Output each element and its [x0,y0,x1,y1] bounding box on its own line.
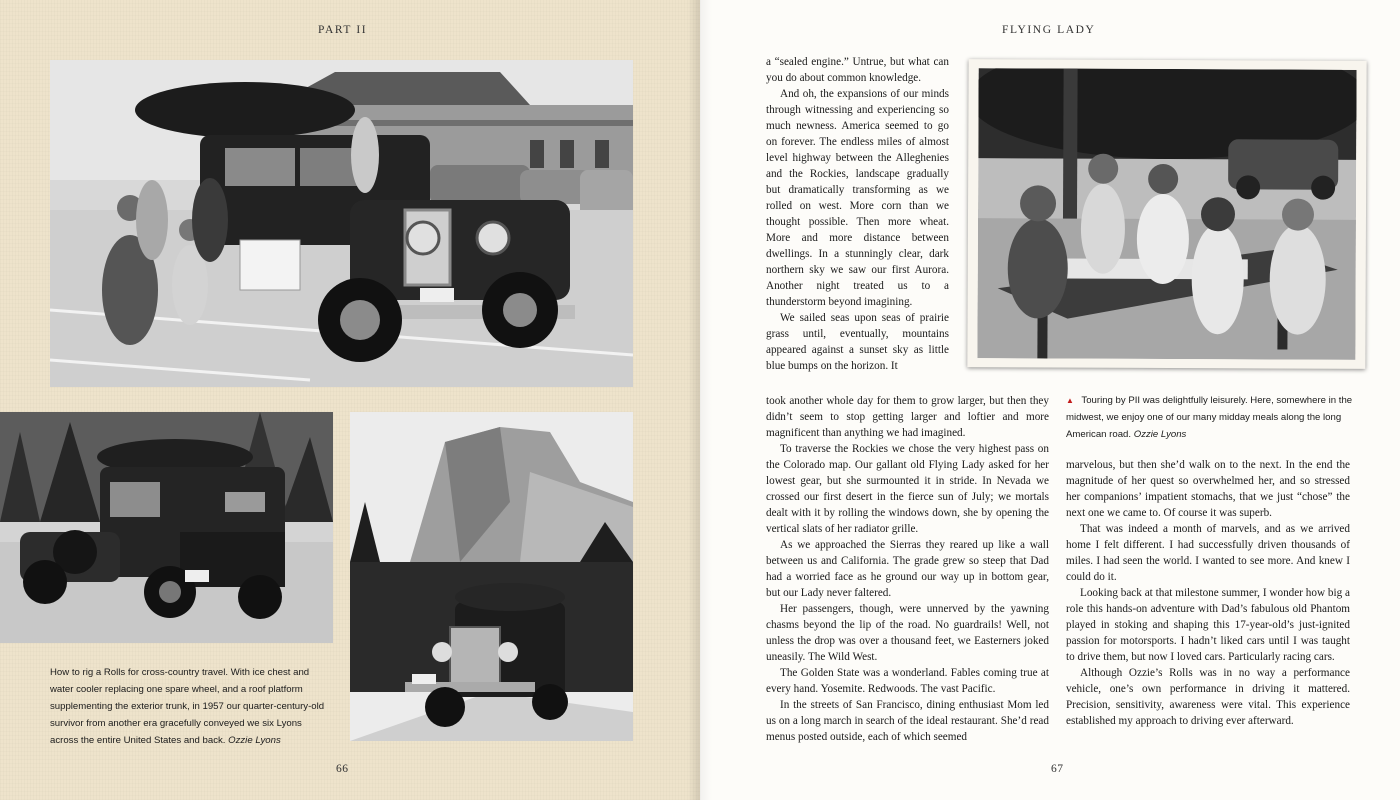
caption-marker-icon: ▲ [1066,396,1074,405]
text-column-left [766,393,1049,745]
paragraph: The Golden State was a wonderland. Fables coming true at every hand. Yosemite. Redwoods. The vast Pacific. [766,667,1049,695]
photo-frame-picnic [967,59,1366,369]
paragraph: Although Ozzie’s Rolls was in no way a performance vehicle, one’s own performance in driving it mattered. Precision, sensitivity, awareness were vital. This experience established my approach to driving ever afterward. [1066,667,1350,727]
paragraph: We sailed seas upon seas of prairie grass until, eventually, mountains appeared against a sunset sky as little blue bumps on the horizon. It [766,312,949,372]
photo-rolls-royce-parking-lot [50,60,633,387]
paragraph: marvelous, but then she’d walk on to the next. In the end the magnitude of her quest so overwhelmed her, and so stressed her companions’ impatient stomachs, that we just “chose” the next one we came to. Of course it was superb. [1066,459,1350,519]
paragraph: Looking back at that milestone summer, I wonder how big a role this hands-on adventure with Dad’s fabulous old Phantom played in stoking and shaping this 17-year-old’s just-ignited passion for motorsports. I hadn’t liked cars until I was taught to drive them, but now I loved cars. Particularly racing cars. [1066,587,1350,663]
caption-credit: Ozzie Lyons [1133,429,1187,440]
paragraph: Her passengers, though, were unnerved by the yawning chasms beyond the lip of the road. No guardrails! Well, not unless the drop was over a thousand feet, we Easterners joked uneasily. The Wild West. [766,603,1049,663]
page-number-left: 66 [336,763,349,775]
photo-half-dome-yosemite [350,412,633,741]
running-head-left: PART II [318,24,368,36]
paragraph: In the streets of San Francisco, dining enthusiast Mom led us on a long march in search of the ideal restaurant. She’d read menus posted outside, each of which seemed [766,699,1049,743]
paragraph: As we approached the Sierras they reared up like a wall between us and California. The grade grew so steep that Dad had a worried face as he ground our way up in bottom gear, but our Lady never faltered. [766,539,1049,599]
photo-picnic-table [977,68,1356,360]
left-page-caption [50,664,332,749]
text-column-narrow [766,54,949,374]
caption-text: Touring by PII was delightfully leisurely. Here, somewhere in the midwest, we enjoy one of our many midday meals along the long American road. [1066,395,1353,440]
paragraph: took another whole day for them to grow larger, but then they didn’t seem to stop getting larger and loftier and more magnificent than anything we had imagined. [766,395,1049,439]
running-head-right: FLYING LADY [1002,24,1096,36]
paragraph: That was indeed a month of marvels, and as we arrived home I felt different. I had successfully driven thousands of miles. I had seen the world. I wanted to see more. And knew I could do it. [1066,523,1350,583]
page-number-right: 67 [1051,763,1064,775]
paragraph: a “sealed engine.” Untrue, but what can you do about common knowledge. [766,56,949,84]
paragraph: And oh, the expansions of our minds through witnessing and experiencing so much newness. America seemed to go on forever. The endless miles of almost level highway between the Alleghenies and the Rockies, landscape gradually but dramatically transforming as we rolled on west. More corn than we thought possible. Then more wheat. More and more distance between dwellings. In a stunningly clear, dark northern sky we saw our first Aurora. Another night treated us to a thunderstorm beyond imagining. [766,88,949,308]
photo-rolls-rear-view [0,412,333,643]
paragraph: To traverse the Rockies we chose the very highest pass on the Colorado map. Our gallant old Flying Lady asked for her lowest gear, but she surmounted it in stride. In Nevada we crossed our first desert in the fierce sun of July; we mortals dealt with it by rolling the windows down, she by opening the vertical slats of her radiator grille. [766,443,1049,535]
text-column-right [1066,457,1350,729]
caption-text: How to rig a Rolls for cross-country travel. With ice chest and water cooler replacing one spare wheel, and a roof platform supplementing the exterior trunk, in 1957 our quarter-century-old survivor from another era gracefully conveyed we six Lyons across the entire United States and back. [50,667,325,746]
book-gutter [688,0,712,800]
caption-credit: Ozzie Lyons [228,735,281,746]
right-page-caption [1066,392,1366,443]
